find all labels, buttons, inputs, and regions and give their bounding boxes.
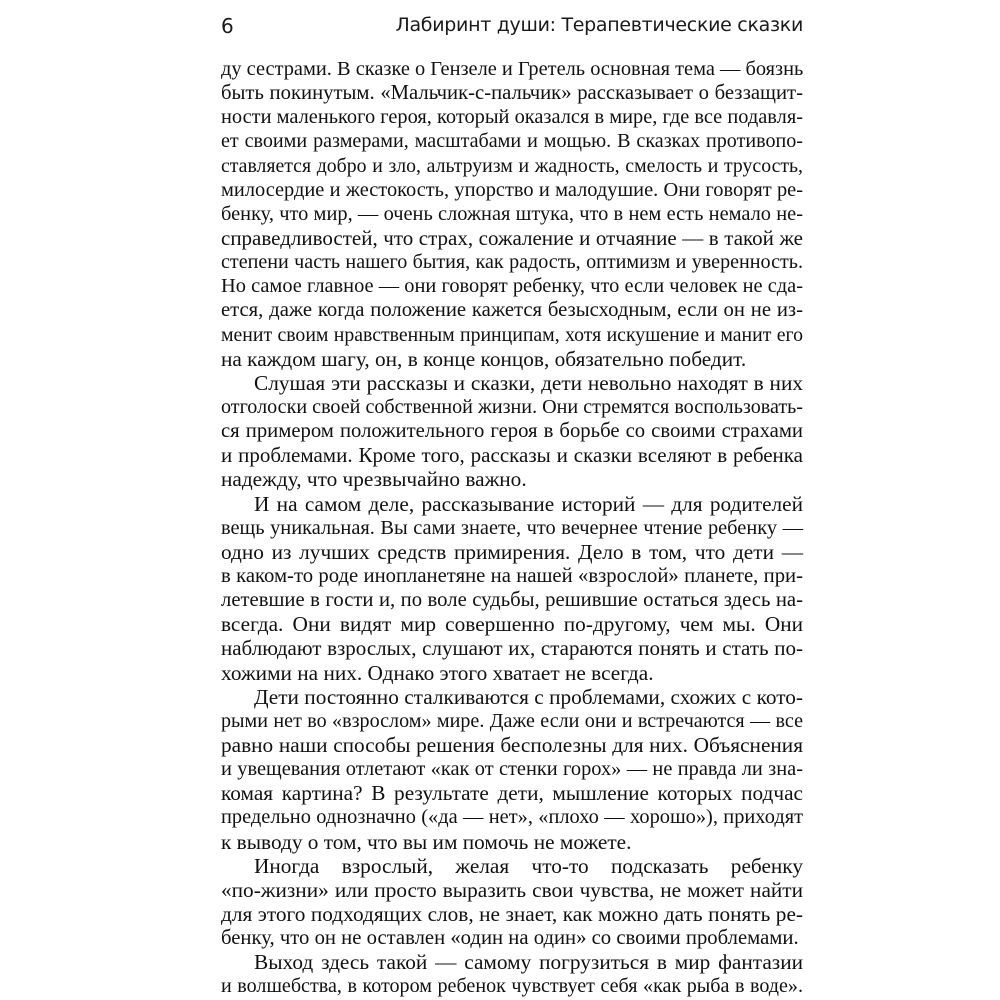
text-line: для этого подходящих слов, не знает, как можно дать понять ре-: [221, 901, 803, 926]
text-line: к выводу о том, что вы им помочь не можете.: [221, 829, 632, 854]
text-line: справедливостей, что страх, сожаление и отчаяние — в такой же: [221, 225, 803, 250]
text-line: предельно однозначно («да — нет», «плохо — хорошо»), приходят: [221, 806, 803, 829]
text-line: надежду, что чрезвычайно важно.: [221, 467, 527, 492]
text-line: Но самое главное — они говорят ребенку, что если человек не сда-: [221, 275, 803, 298]
text-line: Слушая эти рассказы и сказки, дети невольно находят в них: [254, 370, 803, 395]
text-line: рыми нет во «взрослом» мире. Даже если они и встречаются — все: [221, 709, 803, 732]
text-line: в каком-то роде инопланетяне на нашей «взрослой» планете, при-: [221, 564, 803, 587]
text-line: и волшебства, в котором ребенок чувствует себя «как рыба в воде».: [221, 975, 803, 998]
running-title: Лабиринт души: Терапевтические сказки: [395, 14, 803, 36]
text-line: бенку, что он не оставлен «один на один» со своими проблемами.: [221, 927, 799, 950]
text-line: отголоски своей собственной жизни. Они стремятся воспользовать-: [221, 395, 803, 418]
text-line: ности маленького героя, который оказался в мире, где все подавля-: [221, 106, 803, 129]
text-line: ставляется добро и зло, альтруизм и жадность, смелость и трусость,: [221, 154, 803, 177]
text-line: одно из лучших средств примирения. Дело в том, что дети —: [221, 539, 803, 564]
text-line: всегда. Они видят мир совершенно по-другому, чем мы. Они: [221, 612, 803, 637]
text-line: «по-жизни» или просто выразить свои чувства, не может найти: [221, 877, 803, 902]
body-text: [221, 57, 803, 998]
text-line: Иногда взрослый, желая что-то подсказать ребенку: [254, 853, 803, 878]
text-line: хожими на них. Однако этого хватает не всегда.: [221, 660, 654, 685]
page-header: [221, 14, 803, 40]
text-line: Выход здесь такой — самому погрузиться в мир фантазии: [254, 950, 803, 975]
text-line: милосердие и жестокость, упорство и малодушие. Они говорят ре-: [221, 178, 803, 201]
text-line: летевшие в гости и, по воле судьбы, решившие остаться здесь на-: [221, 589, 803, 612]
text-line: равно наши способы решения бесполезны для них. Объяснения: [221, 732, 803, 757]
text-line: и проблемами. Кроме того, рассказы и сказки вселяют в ребенка: [221, 443, 803, 468]
text-line: менит своим нравственным принципам, хотя искушение и манит его: [221, 323, 803, 346]
text-line: Дети постоянно сталкиваются с проблемами, схожих с кото-: [254, 684, 803, 709]
text-line: бенку, что мир, — очень сложная штука, что в нем есть немало не-: [221, 202, 803, 225]
text-line: ся примером положительного героя в борьбе со своими страхами: [221, 420, 803, 443]
page-number: 6: [221, 14, 234, 38]
text-line: быть покинутым. «Мальчик-с-пальчик» рассказывает о беззащит-: [221, 82, 803, 105]
text-line: комая картина? В результате дети, мышление которых подчас: [221, 781, 803, 806]
text-line: на каждом шагу, он, в конце концов, обязательно победит.: [221, 346, 747, 371]
text-line: наблюдают взрослых, слушают их, стараются понять и стать по-: [221, 636, 803, 661]
text-line: ет своими размерами, масштабами и мощью. В сказках противопо-: [221, 130, 803, 153]
text-line: ду сестрами. В сказке о Гензеле и Гретель основная тема — боязнь: [221, 58, 804, 80]
text-line: вещь уникальная. Вы сами знаете, что вечернее чтение ребенку —: [221, 516, 803, 539]
text-line: ется, даже когда положение кажется безысходным, если он не из-: [221, 299, 803, 322]
text-line: и увещевания отлетают «как от стенки горох» — не правда ли зна-: [221, 758, 803, 781]
text-line: И на самом деле, рассказывание историй — для родителей: [254, 491, 803, 516]
text-line: степени часть нашего бытия, как радость, оптимизм и уверенность.: [221, 251, 803, 274]
